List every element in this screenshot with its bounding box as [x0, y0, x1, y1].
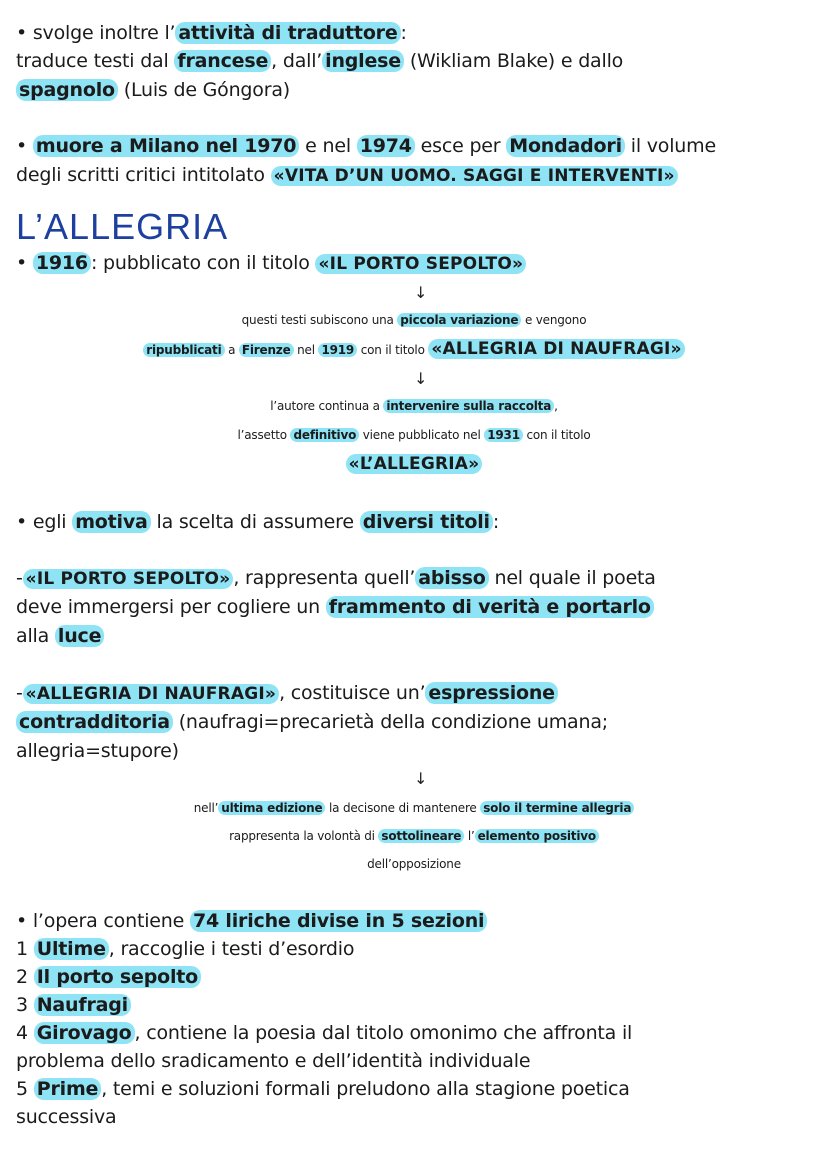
highlight: motiva	[72, 511, 150, 533]
titles-intro	[16, 509, 499, 535]
text: : pubblicato con il titolo	[90, 252, 316, 274]
death-line-2	[16, 162, 678, 189]
highlight: sottolineare	[378, 829, 464, 843]
translator-line-1	[16, 20, 407, 46]
list-item	[16, 1076, 630, 1102]
text: , costituisce un’	[279, 682, 426, 704]
page-title: L’ALLEGRIA	[16, 206, 229, 247]
list-item	[16, 936, 354, 962]
porto-line-2	[16, 594, 654, 620]
highlight: inglese	[322, 50, 404, 72]
highlight: «VITA D’UN UOMO. SAGGI E INTERVENTI»	[271, 166, 678, 186]
highlight: espressione	[425, 682, 557, 704]
naufragi-line-3	[16, 738, 179, 764]
text: , dall’	[271, 50, 323, 72]
history-line-2	[0, 307, 828, 333]
text: con il titolo	[357, 343, 429, 357]
text: 1	[16, 938, 34, 960]
text: allegria=stupore)	[16, 740, 179, 762]
text: nel quale il poeta	[488, 567, 656, 589]
highlight: 1931	[484, 428, 523, 442]
text: il volume	[624, 135, 716, 157]
highlight: muore a Milano nel 1970	[33, 135, 299, 157]
text: (Luis de Góngora)	[117, 79, 290, 101]
list-item-continuation	[16, 1048, 530, 1074]
text: con il titolo	[522, 428, 591, 442]
text: , raccoglie i testi d’esordio	[108, 938, 355, 960]
text: l’autore continua a	[270, 399, 384, 413]
text: •	[16, 135, 33, 157]
text: 4	[16, 1022, 34, 1044]
text: esce per	[414, 135, 507, 157]
translator-line-3	[16, 77, 290, 103]
highlight: ripubblicati	[143, 343, 224, 357]
text: problema dello sradicamento e dell’identità individuale	[16, 1050, 531, 1072]
history-line-4	[0, 393, 828, 419]
highlight: francese	[174, 50, 271, 72]
highlight: 1916	[33, 252, 91, 274]
text: la decisone di mantenere	[325, 801, 481, 815]
text: • l’opera contiene	[16, 910, 190, 932]
history-line-5	[0, 422, 828, 448]
text: 2	[16, 966, 34, 988]
highlight: luce	[55, 625, 104, 647]
history-line-1	[16, 250, 526, 277]
text: (naufragi=precarietà della condizione umana;	[172, 711, 608, 733]
list-item-continuation	[16, 1104, 117, 1130]
text: (Wikliam Blake) e dallo	[403, 50, 624, 72]
text: dell’opposizione	[367, 857, 461, 871]
highlight: Ultime	[34, 938, 109, 960]
text: , temi e soluzioni formali preludono alla stagione poetica	[101, 1078, 630, 1100]
text: traduce testi dal	[16, 50, 175, 72]
death-line-1	[16, 133, 716, 159]
text: , contiene la poesia dal titolo omonimo che affronta il	[134, 1022, 633, 1044]
list-item	[16, 992, 131, 1018]
highlight: «IL PORTO SEPOLTO»	[315, 254, 526, 274]
highlight: intervenire sulla raccolta	[383, 399, 554, 413]
text: l’assetto	[237, 428, 291, 442]
text: deve immergersi per cogliere un	[16, 596, 326, 618]
highlight: abisso	[415, 567, 488, 589]
naufragi-line-1	[16, 680, 558, 707]
sections-intro	[16, 908, 487, 934]
highlight: attività di traduttore	[175, 22, 400, 44]
highlight: elemento positivo	[475, 829, 599, 843]
naufragi-line-5	[0, 823, 828, 849]
naufragi-line-4	[0, 795, 828, 821]
highlight: ultima edizione	[218, 801, 325, 815]
porto-line-3	[16, 623, 104, 649]
text: alla	[16, 625, 55, 647]
arrow-down-icon: ↓	[414, 369, 428, 388]
history-line-6	[0, 451, 828, 478]
highlight: «ALLEGRIA DI NAUFRAGI»	[23, 684, 279, 704]
highlight: piccola variazione	[397, 313, 521, 327]
text: l’	[464, 829, 475, 843]
list-item	[16, 964, 201, 990]
highlight: Prime	[34, 1078, 102, 1100]
naufragi-line-6	[0, 851, 828, 877]
highlight: «L’ALLEGRIA»	[346, 454, 483, 474]
highlight: Girovago	[34, 1022, 135, 1044]
highlight: frammento di verità e portarlo	[326, 596, 654, 618]
arrow-down-icon: ↓	[414, 769, 428, 788]
highlight: 1974	[357, 135, 415, 157]
text: :	[400, 22, 407, 44]
highlight: Naufragi	[34, 994, 131, 1016]
text: questi testi subiscono una	[241, 313, 398, 327]
porto-line-1	[16, 565, 656, 592]
text: nel	[293, 343, 319, 357]
text: viene pubblicato nel	[359, 428, 485, 442]
text: • svolge inoltre l’	[16, 22, 176, 44]
text: 3	[16, 994, 34, 1016]
text: rappresenta la volontà di	[229, 829, 379, 843]
highlight: 74 liriche divise in 5 sezioni	[190, 910, 487, 932]
highlight: contradditoria	[16, 711, 173, 733]
text: :	[492, 511, 500, 533]
text: 5	[16, 1078, 34, 1100]
highlight: Mondadori	[506, 135, 625, 157]
translator-line-2	[16, 48, 623, 74]
text: degli scritti critici intitolato	[16, 164, 271, 186]
text: nell’	[193, 801, 219, 815]
list-item	[16, 1020, 632, 1046]
highlight: «ALLEGRIA DI NAUFRAGI»	[428, 339, 684, 359]
highlight: «IL PORTO SEPOLTO»	[23, 569, 234, 589]
highlight: definitivo	[290, 428, 359, 442]
arrow-down-icon: ↓	[414, 283, 428, 302]
text: a	[224, 343, 239, 357]
text: ,	[554, 399, 558, 413]
text: e nel	[299, 135, 357, 157]
highlight: Il porto sepolto	[34, 966, 201, 988]
text: e vengono	[521, 313, 587, 327]
naufragi-line-2	[16, 709, 608, 735]
highlight: Firenze	[239, 343, 294, 357]
text: -	[16, 682, 23, 704]
history-line-3	[0, 336, 828, 363]
text: -	[16, 567, 23, 589]
text: la scelta di assumere	[150, 511, 360, 533]
text: , rappresenta quell’	[233, 567, 416, 589]
text: •	[16, 252, 33, 274]
highlight: spagnolo	[16, 79, 118, 101]
text: • egli	[16, 511, 73, 533]
highlight: 1919	[318, 343, 357, 357]
highlight: diversi titoli	[360, 511, 493, 533]
highlight: solo il termine allegria	[480, 801, 634, 815]
text: successiva	[16, 1106, 117, 1128]
